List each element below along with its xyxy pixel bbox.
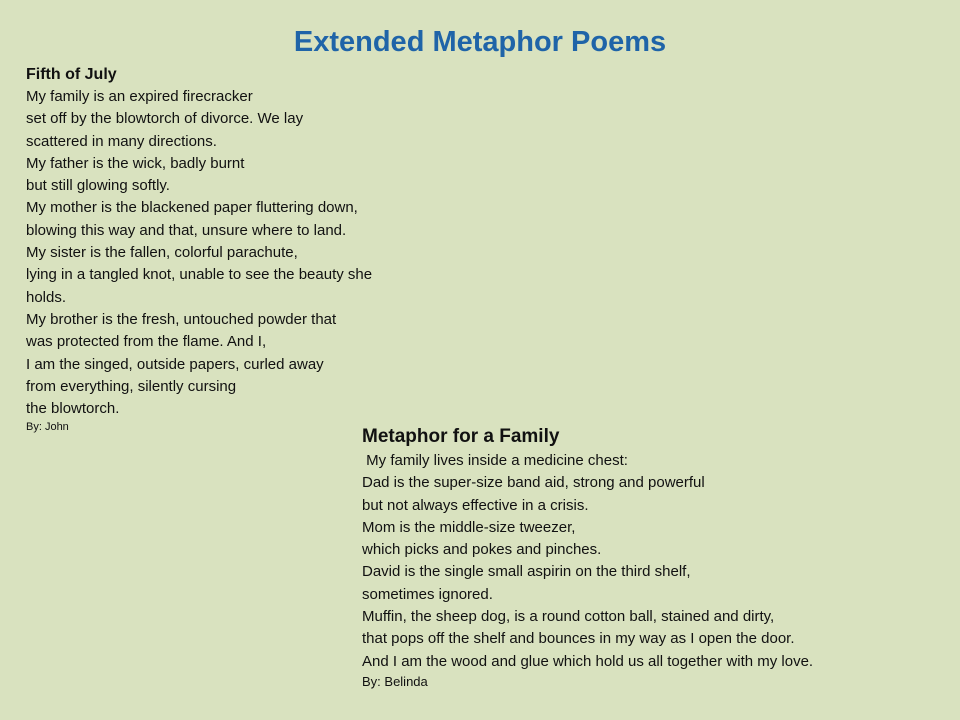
poem-line: Dad is the super-size band aid, strong and powerful — [362, 474, 705, 492]
poem-lines — [26, 86, 486, 420]
poem-line: but still glowing softly. — [26, 177, 170, 195]
poem-author: By: John — [26, 421, 69, 434]
poem-line: And I am the wood and glue which hold us all together with my love. — [362, 652, 814, 670]
poem-line: Muffin, the sheep dog, is a round cotton ball, stained and dirty, — [362, 608, 775, 626]
poem-line: scattered in many directions. — [26, 132, 217, 150]
poem-title: Fifth of July — [26, 66, 117, 83]
poem-line: which picks and pokes and pinches. — [362, 541, 602, 559]
poem-line: that pops off the shelf and bounces in my way as I open the door. — [362, 630, 795, 648]
poem-metaphor-for-a-family — [362, 424, 952, 691]
poem-line: My family is an expired firecracker — [26, 88, 253, 105]
poem-line: My mother is the blackened paper fluttering down, — [26, 199, 358, 217]
poem-line: lying in a tangled knot, unable to see the beauty she — [26, 266, 373, 284]
poem-line: holds. — [26, 288, 67, 306]
poem-line: My father is the wick, badly burnt — [26, 154, 245, 172]
poem-line: I am the singed, outside papers, curled away — [26, 355, 324, 373]
poem-line: My family lives inside a medicine chest: — [362, 452, 628, 469]
poem-line: set off by the blowtorch of divorce. We lay — [26, 110, 304, 128]
poem-line: was protected from the flame. And I, — [26, 333, 267, 351]
poem-line: Mom is the middle-size tweezer, — [362, 518, 576, 536]
poem-line: sometimes ignored. — [362, 585, 493, 603]
poem-line: blowing this way and that, unsure where to land. — [26, 221, 347, 239]
poem-line: My sister is the fallen, colorful parachute, — [26, 244, 298, 262]
poem-line: My brother is the fresh, untouched powder that — [26, 310, 337, 328]
poem-author: By: Belinda — [362, 673, 428, 689]
poem-lines — [362, 450, 952, 673]
poem-line: David is the single small aspirin on the third shelf, — [362, 563, 691, 581]
poem-fifth-of-july — [26, 64, 486, 435]
poem-line: from everything, silently cursing — [26, 377, 237, 395]
poem-line: but not always effective in a crisis. — [362, 496, 589, 514]
poem-line: the blowtorch. — [26, 400, 120, 418]
poem-title: Metaphor for a Family — [362, 426, 560, 447]
page-title: Extended Metaphor Poems — [293, 26, 667, 58]
